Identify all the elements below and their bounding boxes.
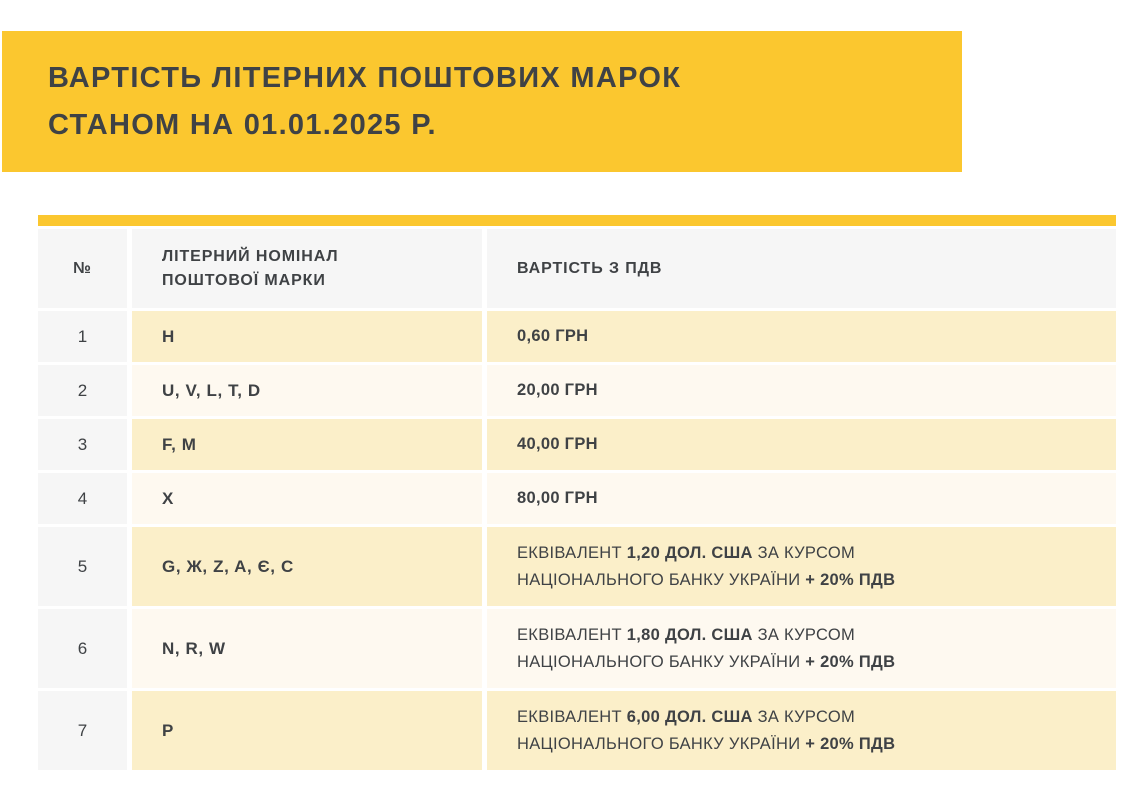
cost-segment-bold: 0,60 ГРН [517, 327, 589, 345]
denomination-cell: N, R, W [132, 609, 482, 688]
cost-line [517, 323, 588, 350]
cost-segment: ЕКВІВАЛЕНТ [517, 707, 627, 726]
cost-line [517, 622, 855, 649]
title-banner [2, 31, 962, 172]
cost-cell [487, 365, 1116, 416]
page [0, 31, 1135, 770]
cost-line [517, 431, 598, 458]
cost-segment: ЕКВІВАЛЕНТ [517, 543, 627, 562]
denomination-cell: H [132, 311, 482, 362]
table-row [38, 365, 1116, 416]
denomination-cell: P [132, 691, 482, 770]
cost-segment-bold: 1,20 ДОЛ. США [626, 543, 753, 562]
table-body [38, 311, 1116, 770]
denomination-cell: G, Ж, Z, A, Є, C [132, 527, 482, 606]
cost-cell [487, 691, 1116, 770]
table-row [38, 691, 1116, 770]
cost-segment: ЗА КУРСОМ [752, 625, 856, 644]
table-row [38, 473, 1116, 524]
stamps-price-table [38, 215, 1116, 770]
cost-segment: НАЦІОНАЛЬНОГО БАНКУ УКРАЇНИ [517, 734, 806, 753]
cost-line [517, 731, 895, 758]
cost-line [517, 567, 895, 594]
row-number-cell: 5 [38, 527, 127, 606]
cost-segment-bold: + 20% ПДВ [805, 570, 896, 589]
column-header-denomination [132, 229, 482, 308]
row-number-cell: 7 [38, 691, 127, 770]
cost-cell [487, 473, 1116, 524]
cost-segment-bold: 40,00 ГРН [517, 435, 598, 453]
table-row [38, 609, 1116, 688]
row-number-cell: 6 [38, 609, 127, 688]
denomination-cell: U, V, L, T, D [132, 365, 482, 416]
cost-line [517, 540, 855, 567]
cost-segment: НАЦІОНАЛЬНОГО БАНКУ УКРАЇНИ [517, 652, 806, 671]
cost-line [517, 377, 598, 404]
table-row [38, 311, 1116, 362]
cost-cell [487, 419, 1116, 470]
cost-line [517, 485, 598, 512]
cost-cell [487, 609, 1116, 688]
page-title [48, 55, 962, 149]
row-number-cell: 4 [38, 473, 127, 524]
title-line-1: ВАРТІСТЬ ЛІТЕРНИХ ПОШТОВИХ МАРОК [48, 61, 682, 94]
denomination-cell: F, M [132, 419, 482, 470]
table-row [38, 527, 1116, 606]
denomination-cell: X [132, 473, 482, 524]
cost-segment-bold: 1,80 ДОЛ. США [626, 625, 753, 644]
cost-segment-bold: 6,00 ДОЛ. США [626, 707, 753, 726]
cost-segment: НАЦІОНАЛЬНОГО БАНКУ УКРАЇНИ [517, 570, 806, 589]
table-row [38, 419, 1116, 470]
cost-cell [487, 527, 1116, 606]
cost-segment: ЗА КУРСОМ [752, 543, 856, 562]
table-accent-bar [38, 215, 1116, 226]
cost-cell [487, 311, 1116, 362]
row-number-cell: 1 [38, 311, 127, 362]
cost-line [517, 649, 895, 676]
row-number-cell: 2 [38, 365, 127, 416]
column-header-denomination-line-2: ПОШТОВОЇ МАРКИ [162, 271, 326, 289]
cost-segment-bold: 20,00 ГРН [517, 381, 598, 399]
cost-line [517, 704, 855, 731]
cost-segment-bold: + 20% ПДВ [805, 652, 896, 671]
cost-segment: ЕКВІВАЛЕНТ [517, 625, 627, 644]
table-header-row [38, 229, 1116, 308]
column-header-number: № [38, 229, 127, 308]
cost-segment: ЗА КУРСОМ [752, 707, 856, 726]
column-header-denomination-line-1: ЛІТЕРНИЙ НОМІНАЛ [162, 247, 339, 265]
column-header-cost: ВАРТІСТЬ З ПДВ [487, 229, 1116, 308]
title-line-2: СТАНОМ НА 01.01.2025 Р. [48, 108, 437, 141]
cost-segment-bold: 80,00 ГРН [517, 489, 598, 507]
row-number-cell: 3 [38, 419, 127, 470]
cost-segment-bold: + 20% ПДВ [805, 734, 896, 753]
